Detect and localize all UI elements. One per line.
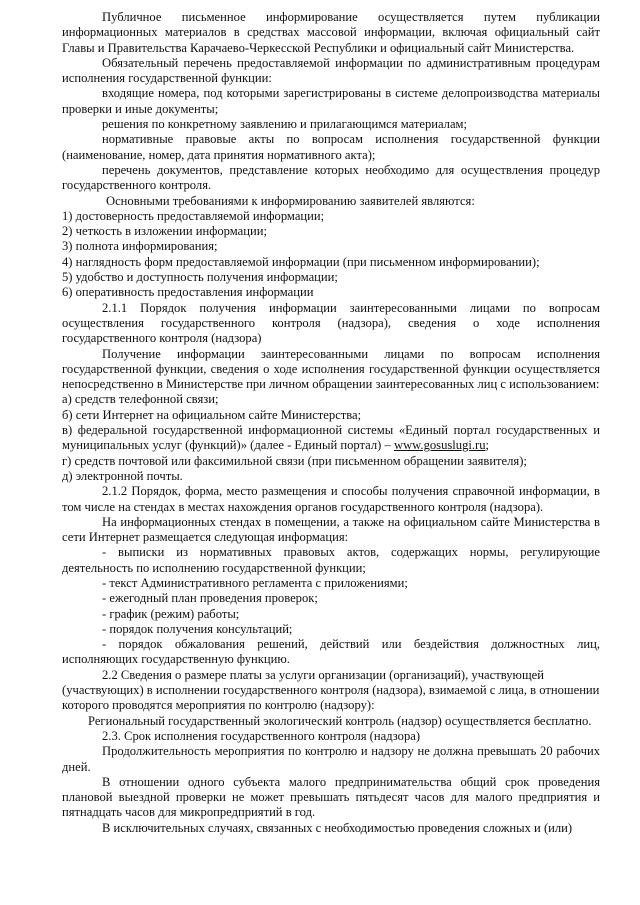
paragraph: перечень документов, представление которых необходимо для осуществления процедур государственного контроля. [62, 162, 600, 193]
paragraph: 1) достоверность предоставляемой информации; [62, 208, 325, 223]
paragraph: Публичное письменное информирование осуществляется путем публикации информационных материалов в средствах массовой информации, включая официальный сайт Главы и Правительства Карачаево-Черкесской Республики и официальный сайт Министерства. [62, 10, 600, 55]
paragraph: 2.1.2 Порядок, форма, место размещения и способы получения справочной информации, в том числе на стендах в местах нахождения органов государственного контроля (надзора). [62, 484, 600, 514]
paragraph: - порядок получения консультаций; [102, 621, 293, 636]
paragraph: д) электронной почты. [62, 468, 183, 483]
paragraph: 2) четкость в изложении информации; [62, 224, 267, 239]
paragraph: На информационных стендах в помещении, а также на официальном сайте Министерства в сети Интернет размещается следующая информация: [62, 514, 600, 545]
paragraph: 2.2 Сведения о размере платы за услуги организации (организаций), участвующей (участвующих) в исполнении государственного контроля (надзора), взимаемой с лица, в отношении которого проводятся мероприятия по контролю (надзору): [62, 667, 600, 713]
paragraph: Получение информации заинтересованными лицами по вопросам исполнения государственной функции, сведения о ходе исполнения государственной функции осуществляется непосредственно в Министерстве при личном обращении заинтересованных лиц с использованием: [62, 346, 600, 392]
paragraph: 5) удобство и доступность получения информации; [62, 270, 338, 285]
paragraph: 3) полнота информирования; [62, 239, 218, 254]
paragraph: В исключительных случаях, связанных с необходимостью проведения сложных и (или) [102, 820, 573, 835]
document-body [62, 10, 600, 836]
paragraph: нормативные правовые акты по вопросам исполнения государственной функции (наименование, номер, дата принятия нормативного акта); [62, 132, 600, 162]
paragraph: решения по конкретному заявлению и прилагающимся материалам; [102, 117, 468, 132]
paragraph: г) средств почтовой или факсимильной связи (при письменном обращении заявителя); [62, 453, 527, 468]
paragraph: - ежегодный план проведения проверок; [102, 591, 318, 606]
paragraph: В отношении одного субъекта малого предпринимательства общий срок проведения плановой выездной проверки не может превышать пятьдесят часов для малого предприятия и пятнадцать часов для микропредприятий в год. [62, 774, 600, 820]
gosuslugi-link[interactable]: www.gosuslugi.ru [393, 438, 486, 453]
paragraph: входящие номера, под которыми зарегистрированы в системе делопроизводства материалы проверки и иные документы; [62, 86, 600, 116]
paragraph: - график (режим) работы; [102, 606, 240, 621]
paragraph: - порядок обжалования решений, действий или бездействия должностных лиц, исполняющих государственную функцию. [62, 637, 600, 667]
paragraph: Региональный государственный экологический контроль (надзор) осуществляется бесплатно. [88, 713, 592, 728]
paragraph: 2.3. Срок исполнения государственного контроля (надзора) [102, 728, 421, 743]
paragraph: в) федеральной государственной информационной системы «Единый портал государственных и муниципальных услуг (функций)» (далее - Единый портал) – www.gosuslugi.ru; [62, 423, 600, 453]
paragraph: - текст Административного регламента с приложениями; [102, 575, 408, 590]
paragraph: б) сети Интернет на официальном сайте Министерства; [62, 407, 362, 422]
paragraph: - выписки из нормативных правовых актов, содержащих нормы, регулирующие деятельность по исполнению государственной функции; [62, 545, 600, 575]
paragraph: а) средств телефонной связи; [62, 392, 219, 407]
paragraph: 6) оперативность предоставления информации [62, 285, 314, 300]
paragraph: Основными требованиями к информированию заявителей являются: [106, 193, 475, 208]
paragraph: Продолжительность мероприятия по контролю и надзору не должна превышать 20 рабочих дней. [62, 744, 600, 774]
paragraph: 2.1.1 Порядок получения информации заинтересованными лицами по вопросам осуществления государственного контроля (надзора), сведения о ходе исполнения государственного контроля (надзора) [62, 300, 600, 346]
paragraph: 4) наглядность форм предоставляемой информации (при письменном информировании); [62, 254, 540, 269]
paragraph: Обязательный перечень предоставляемой информации по административным процедурам исполнения государственной функции: [62, 55, 600, 86]
